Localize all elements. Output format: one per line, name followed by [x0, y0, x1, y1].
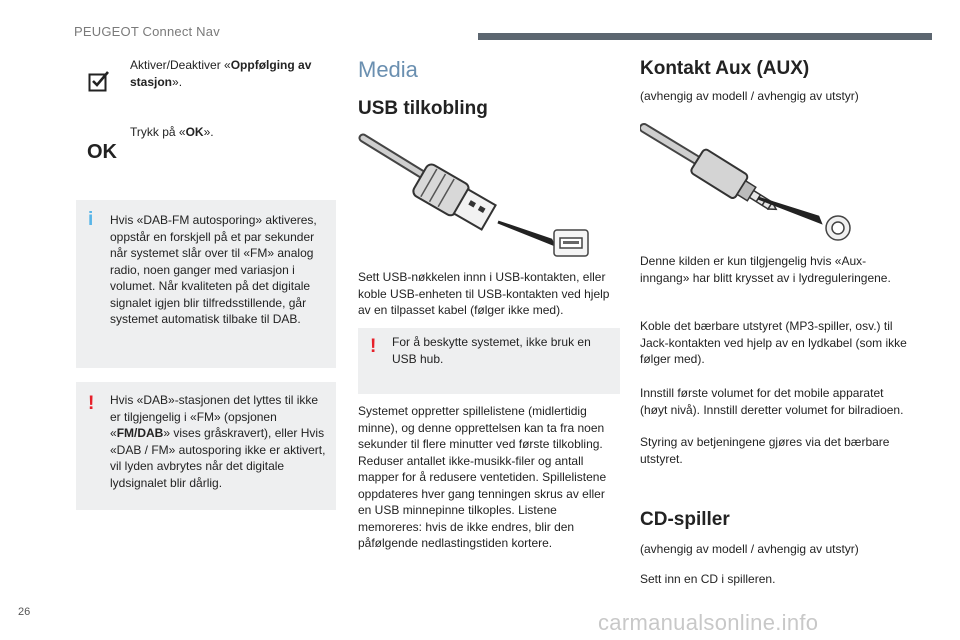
aux-heading: Kontakt Aux (AUX) — [640, 58, 810, 79]
usb-illustration — [358, 132, 598, 262]
aux-paragraph-3: Innstill første volumet for det mobile apparatet (høyt nivå). Innstill deretter volumet for bilradioen. — [640, 386, 904, 417]
step-press-ok: Trykk på «OK». — [130, 125, 214, 139]
aux-paragraph-1: Denne kilden er kun tilgjengelig hvis «Aux-inngang» har blitt krysset av i lydreguleringene. — [640, 254, 891, 285]
cd-subtitle: (avhengig av modell / avhengig av utstyr) — [640, 542, 859, 556]
usb-warning-note: ! For å beskytte systemet, ikke bruk en USB hub. — [358, 328, 620, 394]
step-toggle-tracking: Aktiver/Deaktiver «Oppfølging av stasjon». — [130, 58, 312, 89]
aux-subtitle: (avhengig av modell / avhengig av utstyr) — [640, 89, 859, 103]
media-heading: Media — [358, 57, 418, 82]
aux-paragraph-2: Koble det bærbare utstyret (MP3-spiller, osv.) til Jack-kontakten ved hjelp av en lydkabel (som ikke følger med). — [640, 319, 907, 366]
info-mark-icon: i — [88, 209, 94, 230]
page-number: 26 — [18, 606, 31, 618]
ok-icon: OK — [87, 141, 117, 163]
watermark: carmanualsonline.info — [598, 610, 819, 635]
warning-mark-icon: ! — [370, 336, 377, 357]
cd-paragraph-1: Sett inn en CD i spilleren. — [640, 572, 776, 586]
usb-paragraph: Sett USB-nøkkelen innn i USB-kontakten, eller koble USB-enheten til USB-kontakten ved hjelp av en tilpasset kabel (følger ikke med). — [358, 270, 610, 317]
checkbox-icon — [88, 70, 110, 92]
playlist-paragraph: Systemet oppretter spillelistene (midlertidig minne), og denne opprettelsen kan ta fra noen sekunder til flere minutter ved første tilkobling. Reduser antallet ikke-musikk-filer og antall mapper for å redusere ventetiden. Spillelistene oppdateres hver gang tenningen skrus av eller en USB minnepinne tilkoples. Listene memoreres: hvis de ikke endres, blir den påfølgende nedlastingstiden kortere. — [358, 404, 607, 550]
usb-heading: USB tilkobling — [358, 98, 488, 119]
header-bar — [478, 33, 932, 40]
aux-paragraph-4: Styring av betjeningene gjøres via det bærbare utstyret. — [640, 435, 890, 466]
warning-note-dab: ! Hvis «DAB»-stasjonen det lyttes til ikke er tilgjengelig i «FM» (opsjonen «FM/DAB» vises gråskravert), eller Hvis «DAB / FM» autosporing ikke er aktivert, vil lyden avbrytes når det digitale lydsignalet blir dårlig. — [76, 382, 336, 510]
header-title: PEUGEOT Connect Nav — [74, 24, 220, 39]
cd-heading: CD-spiller — [640, 509, 730, 530]
jack-illustration — [640, 118, 880, 248]
info-note-dab-fm: i Hvis «DAB-FM autosporing» aktiveres, oppstår en forskjell på et par sekunder når systemet slår over til «FM» analog radio, noen ganger med variasjon i volumet. Når kvaliteten på det digitale signalet igjen blir tilfredsstillende, går systemet automatisk tilbake til DAB. — [76, 200, 336, 368]
warning-mark-icon: ! — [88, 393, 95, 414]
